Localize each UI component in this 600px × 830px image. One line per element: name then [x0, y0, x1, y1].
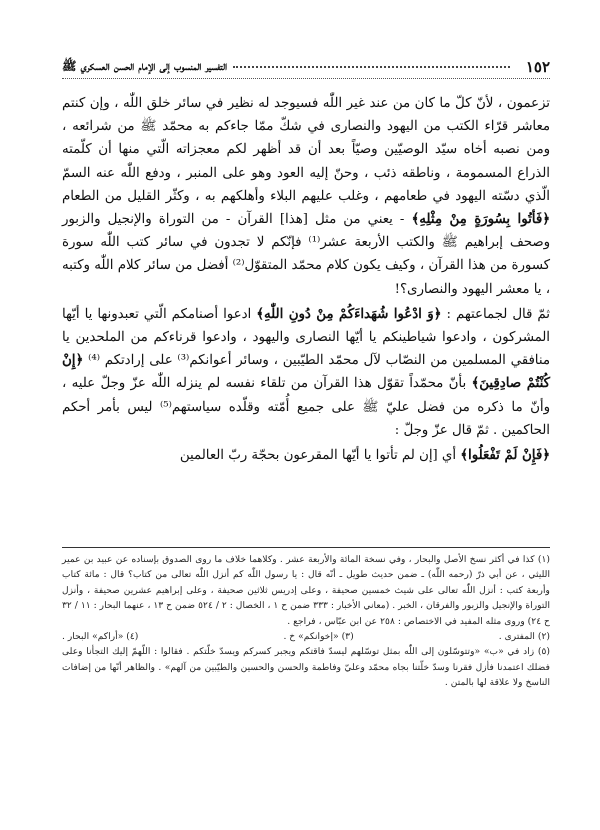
footnotes [62, 552, 550, 691]
header-dotted-separator [233, 66, 510, 68]
paragraph [62, 92, 550, 301]
text-segment: بأنّ محمّداً تقوّل هذا القرآن من تلقاء نفسه لم ينزله اللّٰه عزّ وجلّ عليه ، وأنّ ما ذكره من فضل عليّ ﷺ على جميع أُمّته وقلّده سياستهم⁽⁵⁾ ليس بأمر أحكم الحاكمين . ثمّ قال عزّ وجلّ : [62, 376, 551, 438]
footnote: (٣) «إخوانكم» خ . [283, 631, 354, 643]
text-segment: ادعوا أصنامكم الّتي تعبدونها يا أيّها المشركون ، وادعوا شياطينكم يا أيّها النصارى واليهود ، وادعوا قرناءكم من الملحدين يا منافقي المسلمين من النصّاب لآل محمّد الطيّبين ، وسائر أعوانكم⁽³⁾ على إرادتكم ⁽⁴⁾ [62, 306, 550, 369]
quran-verse: ﴿فَإِنْ لَمْ تَفْعَلُوا﴾ [460, 448, 550, 464]
page-number: ١٥٢ [525, 58, 550, 76]
quran-verse: ﴿وَ ادْعُوا شُهَداءَكُمْ مِنْ دُونِ اللّٰهِ﴾ [256, 306, 442, 322]
text-segment: ثمّ قال لجماعتهم : [446, 306, 550, 322]
footnote: (٥) زاد في «ب» «وتتوسّلون إلى اللّٰه بمثل توسّلهم ليسدّ فاقتكم ويجبر كسركم ويسدّ خلّتكم . فقالوا : اللّهمّ إليك التجأنا وعلى فضلك اعتمدنا فأزل فقرنا وسدّ خلّتنا بجاه محمّد وعليّ وفاطمة والحسن والحسين والطيّبين من آلهم» . والظاهر أنّها من إضافات الناسخ ولا علاقة لها بالمتن . [62, 646, 550, 689]
paragraph [62, 303, 550, 442]
quran-verse: ﴿فَأتُوا بِسُورَةٍ مِنْ مِثْلِهِ﴾ [411, 212, 550, 228]
footnote-row [62, 629, 550, 644]
text-segment: تزعمون ، لأنّ كلّ ما كان من عند غير اللّٰه فسيوجد له نظير في سائر خلق اللّٰه ، وإن كنتم معاشر قرّاء الكتب من اليهود والنصارى في شكّ ممّا جاءكم به محمّد ﷺ من شرائعه ، ومن نصبه أخاه سيّد الوصيّين وصيّاً بعد أن قد أظهر لكم معجزاته الّتي منها أن كلّمته الذراع المسمومة ، وناطقه ذئب ، وحنّ إليه العود وهو على المنبر ، ودفع اللّٰه عنه السمّ الّذي دسّته اليهود في طعامهم ، وغلب عليهم البلاء وأهلكهم به ، وكثّر القليل من الطعام [62, 96, 550, 204]
text-segment: أي [إن لم تأتوا يا أيّها المقرعون بحجّة ربّ العالمين [179, 448, 457, 464]
running-title: التفسير المنسوب إلى الإمام الحسن العسكري ﷺ [62, 58, 228, 73]
footnote: (٢) المفترى . [498, 631, 550, 643]
footnote-divider [62, 547, 550, 548]
main-text [62, 92, 550, 467]
quran-verse: ﴿إِنْ كُنْتُمْ صادِقِينَ﴾ [62, 353, 550, 392]
paragraph [62, 444, 550, 467]
footnote: (٤) «أراكم» البحار . [62, 631, 139, 643]
page-header [62, 56, 550, 79]
footnote: (١) كذا في أكثر نسخ الأصل والبحار ، وفي نسخة المائة والأربعة عشر . وكلاهما خلاف ما روى الصدوق بإسناده عن عبيد بن عمير الليثي ، عن أبي ذرّ (رحمه اللّٰه) ـ ضمن حديث طويل ـ أنّه قال : يا رسول اللّٰه كم أنزل اللّٰه تعالى من كتاب؟ قال : مائة كتاب وأربعة كتب : أنزل اللّٰه تعالى على شيث خمسين صحيفة ، وعلى إدريس ثلاثين صحيفة ، وعلى إبراهيم عشرين صحيفة ، وأنزل التوراة والإنجيل والزبور والفرقان ، الخبر . (معاني الأخبار : ٣٣٣ ضمن ح ١ ، الخصال : ٢ / ٥٢٤ ضمن ح ١٣ ، عنهما البحار : ١١ / ٣٢ ح ٢٤) وروى مثله المفيد في الاختصاص : ٢٥٨ عن ابن عبّاس ، فراجع . [62, 554, 551, 627]
text-segment: - يعني من مثل [هذا] القرآن - من التوراة والإنجيل والزبور وصحف إبراهيم ﷺ والكتب الأربعة عشر⁽¹⁾ فإنّكم لا تجدون في سائر كتب اللّٰه سورة كسورة من هذا القرآن ، وكيف يكون كلام محمّد المتقوّل⁽²⁾ أفضل من سائر كلام اللّٰه وكتبه ، يا معشر اليهود والنصارى؟! [62, 212, 550, 297]
